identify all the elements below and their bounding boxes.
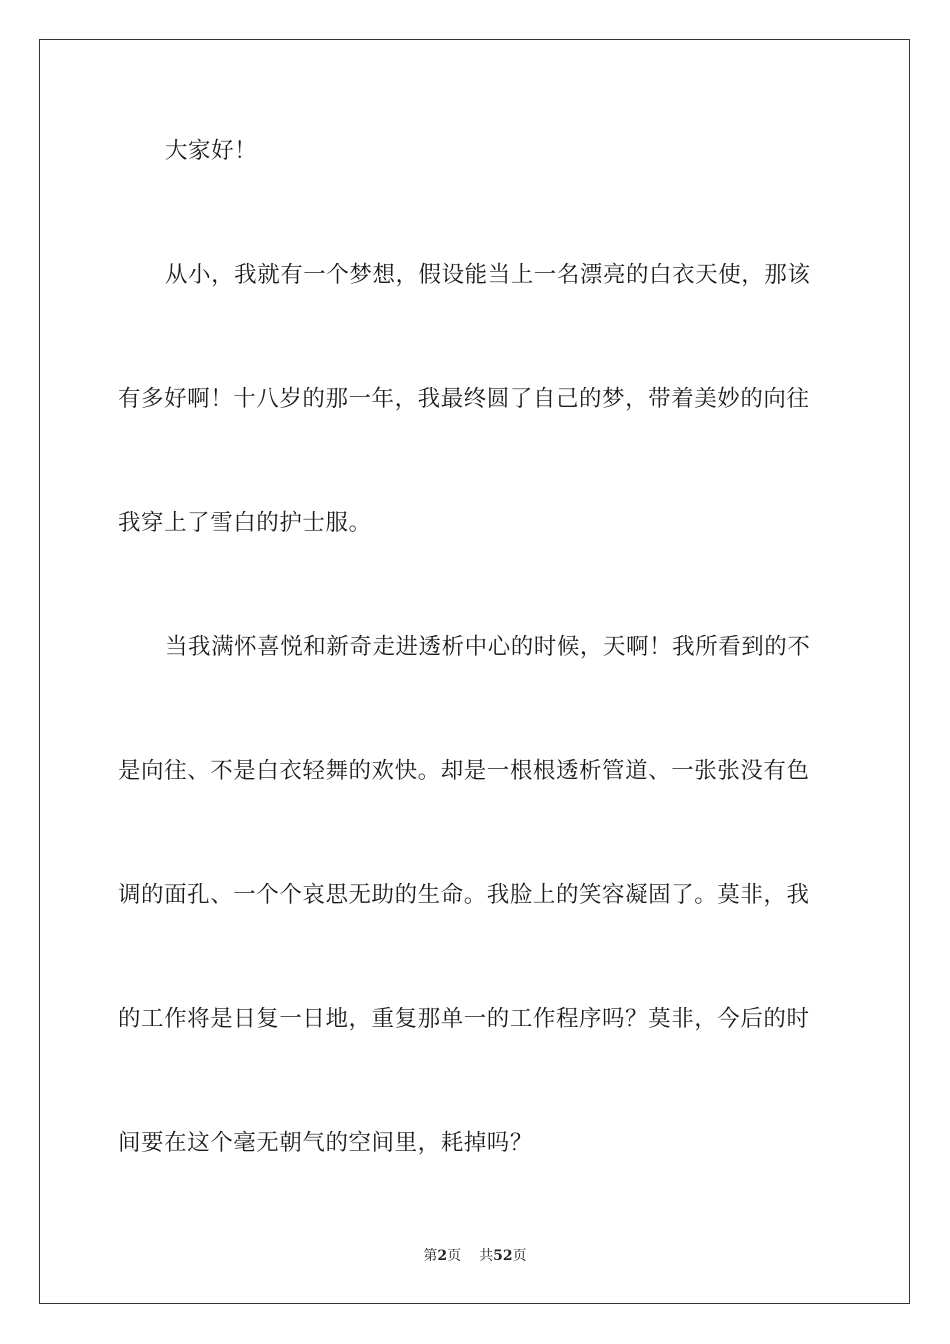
greeting-line: 大家好！ xyxy=(165,138,258,164)
paragraph-2-line-2: 是向往、不是白衣轻舞的欢快。却是一根根透析管道、一张张没有色 xyxy=(118,758,810,784)
paragraph-1-line-3: 我穿上了雪白的护士服。 xyxy=(118,510,372,536)
paragraph-2-line-1: 当我满怀喜悦和新奇走进透析中心的时候，天啊！我所看到的不 xyxy=(165,634,811,660)
page-number-label: 第2页 xyxy=(423,1248,462,1264)
page-footer xyxy=(0,1246,950,1266)
total-pages-label: 共52页 xyxy=(479,1248,527,1264)
paragraph-2-line-4: 的工作将是日复一日地，重复那单一的工作程序吗？莫非，今后的时 xyxy=(118,1006,810,1032)
page-border xyxy=(39,39,910,1304)
paragraph-1-line-1: 从小，我就有一个梦想，假设能当上一名漂亮的白衣天使，那该 xyxy=(165,262,811,288)
paragraph-1-line-2: 有多好啊！十八岁的那一年，我最终圆了自己的梦，带着美妙的向往 xyxy=(118,386,810,412)
paragraph-2-line-3: 调的面孔、一个个哀思无助的生命。我脸上的笑容凝固了。莫非，我 xyxy=(118,882,810,908)
paragraph-2-line-5: 间要在这个毫无朝气的空间里，耗掉吗？ xyxy=(118,1130,533,1156)
